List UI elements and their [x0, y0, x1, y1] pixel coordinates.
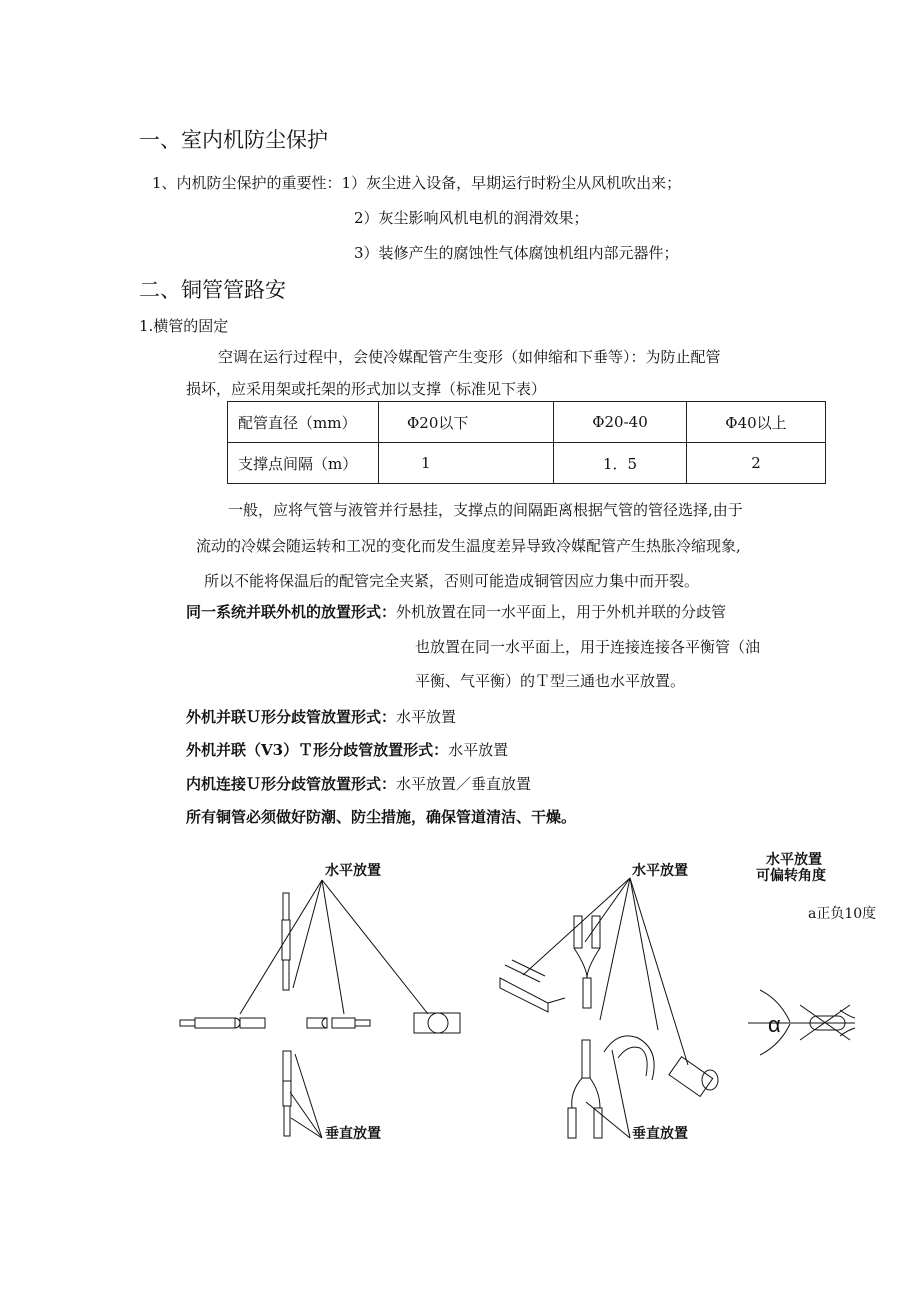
table-cell: 支撑点间隔（m） — [228, 443, 379, 484]
indoor-branch-value: 水平放置／垂直放置 — [396, 775, 532, 793]
table-cell: 1．5 — [554, 443, 687, 484]
section1-item1: 1、内机防尘保护的重要性：1）灰尘进入设备，早期运行时粉尘从风机吹出来； — [152, 174, 682, 192]
outdoor-placement-text: 也放置在同一水平面上，用于连接连接各平衡管（油 — [415, 638, 761, 656]
mid-bottom-label: 垂直放置 — [632, 1125, 688, 1141]
final-note: 所有铜管必须做好防潮、防尘措施，确保管道清洁、干燥。 — [186, 808, 577, 826]
outdoor-placement-text: 平衡、气平衡）的Ｔ型三通也水平放置。 — [415, 672, 686, 690]
table-cell: Φ20-40 — [554, 402, 687, 443]
angle-note: a正负10度 — [808, 906, 877, 922]
outdoor-placement-text: 外机放置在同一水平面上，用于外机并联的分歧管 — [396, 603, 727, 621]
pipe-placement-diagram — [0, 840, 920, 1170]
table-cell: Φ40以上 — [687, 402, 826, 443]
u-branch-value: 水平放置 — [396, 708, 457, 726]
table-cell: Φ20以下 — [379, 402, 554, 443]
paragraph-line: 所以不能将保温后的配管完全夹紧，否则可能造成铜管因应力集中而开裂。 — [204, 572, 700, 590]
paragraph-line: 一般，应将气管与液管并行悬挂，支撑点的间隔距离根据气管的管径选择,由于 — [228, 501, 743, 519]
support-spacing-table — [227, 401, 826, 484]
section1-item2: 2）灰尘影响风机电机的润滑效果； — [354, 209, 589, 227]
section2-title: 二、铜管管路安 — [139, 278, 286, 302]
subsection-title: 1.横管的固定 — [139, 317, 229, 335]
table-cell: 1 — [379, 443, 554, 484]
middle-diagram — [500, 878, 718, 1138]
left-bottom-label: 垂直放置 — [325, 1125, 381, 1141]
table-cell: 2 — [687, 443, 826, 484]
u-branch-label: 外机并联Ｕ形分歧管放置形式： — [186, 708, 397, 726]
right-diagram — [748, 990, 855, 1055]
mid-top-label: 水平放置 — [632, 862, 688, 878]
alpha-symbol: α — [768, 1012, 781, 1037]
t-branch-value: 水平放置 — [448, 741, 509, 759]
indoor-branch-label: 内机连接Ｕ形分歧管放置形式： — [186, 775, 397, 793]
table-cell: 配管直径（mm） — [228, 402, 379, 443]
right-label-line2: 可偏转角度 — [756, 867, 826, 883]
outdoor-placement-label: 同一系统并联外机的放置形式： — [186, 603, 397, 621]
left-top-label: 水平放置 — [325, 862, 381, 878]
paragraph-line: 空调在运行过程中，会使冷媒配管产生变形（如伸缩和下垂等）：为防止配管 — [218, 348, 721, 366]
paragraph-line: 损坏，应采用架或托架的形式加以支撑（标准见下表） — [186, 380, 547, 398]
section1-item3: 3）装修产生的腐蚀性气体腐蚀机组内部元器件； — [354, 244, 679, 262]
table-row — [228, 402, 826, 443]
paragraph-line: 流动的冷媒会随运转和工况的变化而发生温度差异导致冷媒配管产生热胀冷缩现象, — [196, 537, 741, 555]
left-diagram — [180, 880, 460, 1138]
table-row — [228, 443, 826, 484]
t-branch-label: 外机并联（V3）Ｔ形分歧管放置形式： — [186, 741, 449, 759]
section1-title: 一、室内机防尘保护 — [139, 128, 328, 152]
right-label-line1: 水平放置 — [766, 851, 822, 867]
